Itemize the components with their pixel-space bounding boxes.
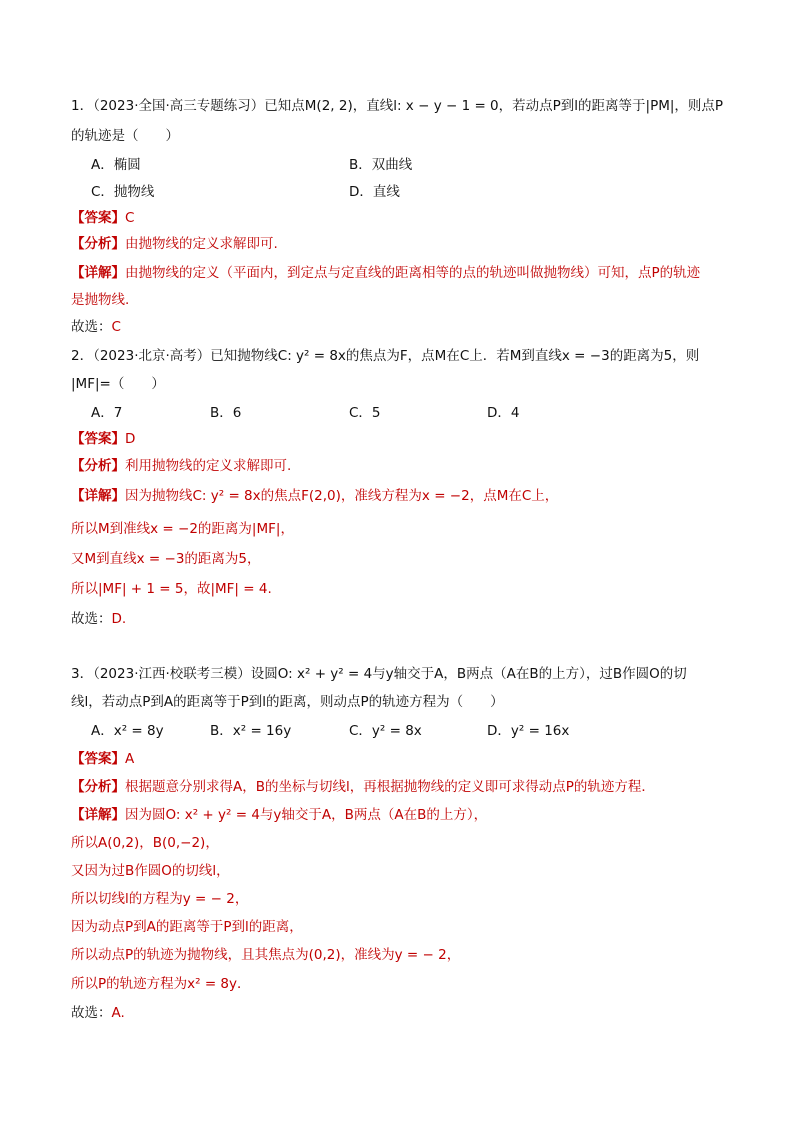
q3-option-d: D．y² = 16x xyxy=(487,723,570,739)
q3-analysis xyxy=(71,777,655,797)
detail-text: 由抛物线的定义（平面内，到定点与定直线的距离相等的点的轨迹叫做抛物线）可知，点P的轨迹 xyxy=(125,265,701,281)
answer-value: C xyxy=(125,210,135,226)
q1-option-a: A．椭圆 xyxy=(91,157,141,173)
q1-choose xyxy=(71,317,121,337)
choose-letter: D. xyxy=(111,611,127,627)
q1-stem-line2: 的轨迹是（ ） xyxy=(71,128,179,144)
detail-text: 因为抛物线C: y² = 8x的焦点F(2,0)，准线方程为x = −2，点M在C上， xyxy=(125,488,559,504)
q3-detail-line6: 所以动点P的轨迹为抛物线，且其焦点为(0,2)，准线为y = − 2， xyxy=(71,947,461,963)
q1-detail-line2: 是抛物线. xyxy=(71,292,130,308)
answer-tag: 【答案】 xyxy=(71,210,125,226)
q3-detail-line5: 因为动点P到A的距离等于P到l的距离， xyxy=(71,919,303,935)
q2-analysis xyxy=(71,456,291,476)
q2-choose xyxy=(71,609,126,629)
q1-detail-line1 xyxy=(71,263,700,283)
q2-detail-line1 xyxy=(71,486,558,506)
analysis-text: 根据题意分别求得A，B的坐标与切线l，再根据抛物线的定义即可求得动点P的轨迹方程． xyxy=(125,779,655,795)
q3-option-c: C．y² = 8x xyxy=(349,723,422,739)
q3-option-a: A．x² = 8y xyxy=(91,723,164,739)
q3-choose xyxy=(71,1003,125,1023)
q3-detail-line7: 所以P的轨迹方程为x² = 8y． xyxy=(71,976,251,992)
q1-option-b: B．双曲线 xyxy=(349,157,413,173)
q2-option-a: A．7 xyxy=(91,405,123,421)
choose-letter: A. xyxy=(111,1005,125,1021)
q1-stem-line1: 1．（2023·全国·高三专题练习）已知点M(2, 2)，直线l: x − y − 1 = 0，若动点P到l的距离等于|PM|，则点P xyxy=(71,98,724,114)
q2-answer xyxy=(71,429,135,449)
q1-option-c: C．抛物线 xyxy=(91,184,155,200)
q1-option-d: D．直线 xyxy=(349,184,400,200)
q3-stem-line1: 3．（2023·江西·校联考三模）设圆O: x² + y² = 4与y轴交于A，B两点（A在B的上方），过B作圆O的切 xyxy=(71,666,687,682)
answer-tag: 【答案】 xyxy=(71,431,125,447)
choose-label: 故选： xyxy=(71,319,112,335)
q2-option-c: C．5 xyxy=(349,405,381,421)
answer-value: D xyxy=(125,431,136,447)
detail-text: 因为圆O: x² + y² = 4与y轴交于A，B两点（A在B的上方）， xyxy=(125,807,488,823)
q3-stem-line2: 线l，若动点P到A的距离等于P到l的距离，则动点P的轨迹方程为（ ） xyxy=(71,694,504,710)
q3-detail-line1 xyxy=(71,805,487,825)
q3-option-b: B．x² = 16y xyxy=(210,723,292,739)
q2-detail-line2: 所以M到准线x = −2的距离为|MF|， xyxy=(71,521,294,537)
analysis-tag: 【分析】 xyxy=(71,779,125,795)
answer-value: A xyxy=(125,751,135,767)
q3-answer xyxy=(71,749,134,769)
choose-letter: C xyxy=(111,319,121,335)
q2-stem-line2: |MF|=（ ） xyxy=(71,376,165,392)
analysis-tag: 【分析】 xyxy=(71,458,125,474)
detail-tag: 【详解】 xyxy=(71,488,125,504)
q2-option-b: B．6 xyxy=(210,405,242,421)
analysis-text: 利用抛物线的定义求解即可. xyxy=(125,458,292,474)
detail-tag: 【详解】 xyxy=(71,807,125,823)
q2-detail-line3: 又M到直线x = −3的距离为5， xyxy=(71,551,261,567)
q2-option-d: D．4 xyxy=(487,405,520,421)
q3-detail-line2: 所以A(0,2)，B(0,−2)， xyxy=(71,835,219,851)
choose-label: 故选： xyxy=(71,611,112,627)
answer-tag: 【答案】 xyxy=(71,751,125,767)
detail-tag: 【详解】 xyxy=(71,265,125,281)
q2-stem-line1: 2．（2023·北京·高考）已知抛物线C: y² = 8x的焦点为F，点M在C上．若M到直线x = −3的距离为5，则 xyxy=(71,348,700,364)
choose-label: 故选： xyxy=(71,1005,112,1021)
q2-detail-line4: 所以|MF| + 1 = 5，故|MF| = 4. xyxy=(71,581,272,597)
q1-answer xyxy=(71,208,134,228)
q3-detail-line3: 又因为过B作圆O的切线l， xyxy=(71,863,230,879)
q1-analysis xyxy=(71,234,278,254)
analysis-tag: 【分析】 xyxy=(71,236,125,252)
q3-detail-line4: 所以切线l的方程为y = − 2， xyxy=(71,891,249,907)
analysis-text: 由抛物线的定义求解即可. xyxy=(125,236,278,252)
